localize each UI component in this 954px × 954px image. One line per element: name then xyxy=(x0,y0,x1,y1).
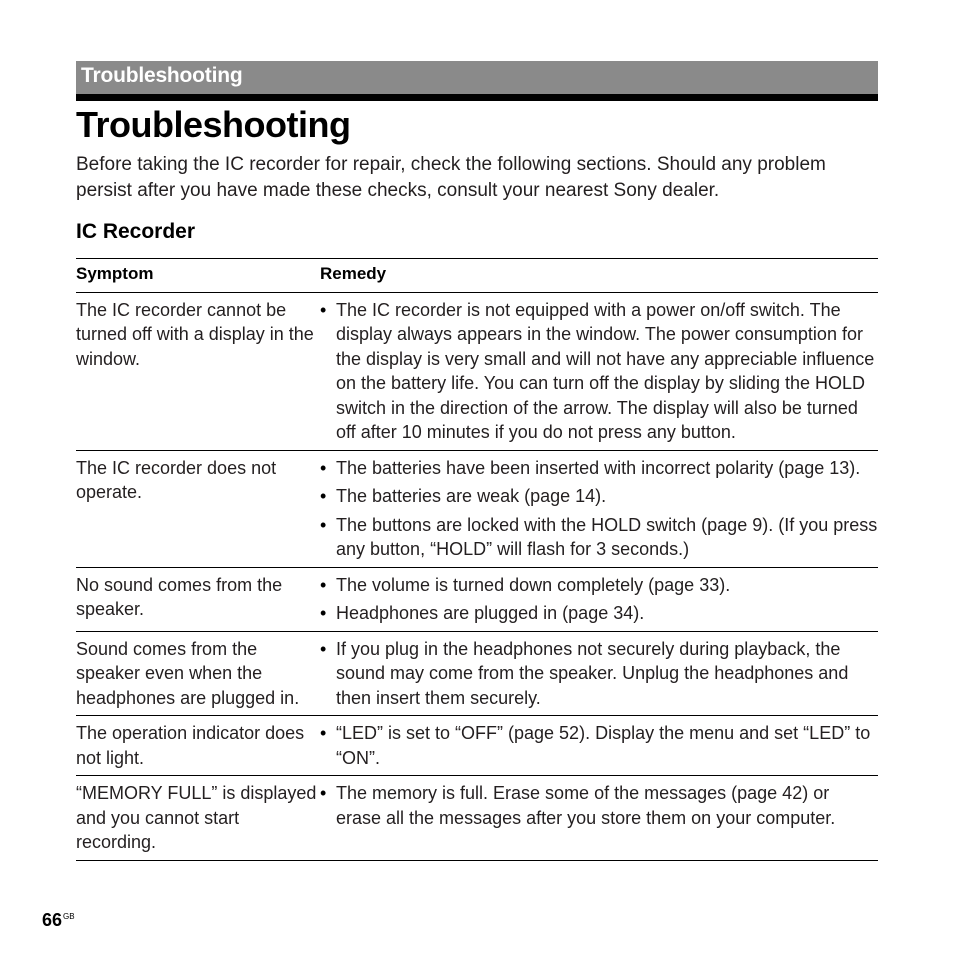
remedy-cell xyxy=(320,292,878,450)
table-row xyxy=(76,776,878,861)
remedy-cell xyxy=(320,631,878,716)
remedy-cell xyxy=(320,450,878,567)
section-tab-label: Troubleshooting xyxy=(81,64,243,87)
table-row xyxy=(76,292,878,450)
symptom-cell: The IC recorder does not operate. xyxy=(76,450,320,567)
remedy-list xyxy=(320,298,878,445)
remedy-item: • The memory is full. Erase some of the messages (page 42) or erase all the messages after you store them on your computer. xyxy=(320,781,878,830)
remedy-list xyxy=(320,721,878,770)
remedy-item: • The batteries are weak (page 14). xyxy=(320,484,878,509)
table-header-row xyxy=(76,259,878,293)
remedy-item: • The volume is turned down completely (page 33). xyxy=(320,573,878,598)
remedy-item: • The buttons are locked with the HOLD switch (page 9). (If you press any button, “HOLD” will flash for 3 seconds.) xyxy=(320,513,878,562)
remedy-item: • The IC recorder is not equipped with a power on/off switch. The display always appears in the window. The power consumption for the display is very small and will not have any appreciable influence on the battery life. You can turn off the display by sliding the HOLD switch in the direction of the arrow. The display will also be turned off after 10 minutes if you do not press any button. xyxy=(320,298,878,445)
remedy-item: • The batteries have been inserted with incorrect polarity (page 13). xyxy=(320,456,878,481)
remedy-cell xyxy=(320,567,878,631)
table-row xyxy=(76,631,878,716)
symptom-cell: No sound comes from the speaker. xyxy=(76,567,320,631)
section-tab-header xyxy=(76,61,878,101)
table-row xyxy=(76,450,878,567)
page-title: Troubleshooting xyxy=(76,104,351,145)
remedy-list xyxy=(320,456,878,562)
remedy-list xyxy=(320,637,878,711)
page-number-value: 66 xyxy=(42,910,63,930)
remedy-list xyxy=(320,781,878,830)
remedy-item: • “LED” is set to “OFF” (page 52). Display the menu and set “LED” to “ON”. xyxy=(320,721,878,770)
section-heading: IC Recorder xyxy=(76,220,196,243)
column-header-remedy: Remedy xyxy=(320,259,878,293)
intro-paragraph: Before taking the IC recorder for repair, check the following sections. Should any problem persist after you have made these checks, consult your nearest Sony dealer. xyxy=(76,154,826,201)
symptom-cell: The operation indicator does not light. xyxy=(76,716,320,776)
table-row xyxy=(76,567,878,631)
troubleshooting-table xyxy=(76,258,878,861)
remedy-cell xyxy=(320,776,878,861)
remedy-item: • Headphones are plugged in (page 34). xyxy=(320,601,878,626)
page-number-suffix: GB xyxy=(63,912,75,921)
page-number xyxy=(42,910,75,931)
column-header-symptom: Symptom xyxy=(76,259,320,293)
table-row xyxy=(76,716,878,776)
symptom-cell: “MEMORY FULL” is displayed and you cannot start recording. xyxy=(76,776,320,861)
symptom-cell: The IC recorder cannot be turned off with a display in the window. xyxy=(76,292,320,450)
remedy-list xyxy=(320,573,878,626)
remedy-cell xyxy=(320,716,878,776)
symptom-cell: Sound comes from the speaker even when the headphones are plugged in. xyxy=(76,631,320,716)
remedy-item: • If you plug in the headphones not securely during playback, the sound may come from the speaker. Unplug the headphones and then insert them securely. xyxy=(320,637,878,711)
